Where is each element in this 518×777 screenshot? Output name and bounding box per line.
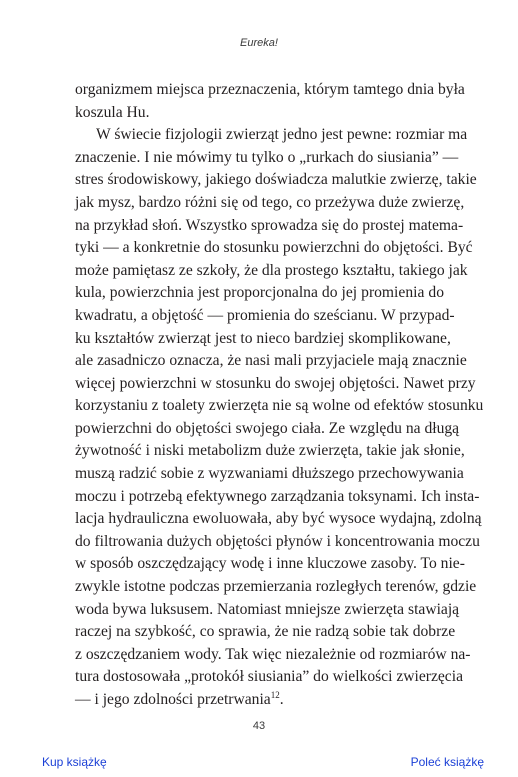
text-line: lacja hydrauliczna ewoluowała, aby być wysoce wydajną, zdolną xyxy=(75,510,482,527)
footnote-ref[interactable]: 12 xyxy=(270,690,280,700)
text-line-last: — i jego zdolności przetrwania$^{12}$. xyxy=(75,690,284,708)
text-line: tura dostosowała „protokół siusiania” do wielkości zwierzęcia xyxy=(75,668,463,685)
text-line: raczej na szybkość, co sprawia, że nie radzą sobie tak dobrze xyxy=(75,623,456,640)
text-line: moczu i potrzebą efektywnego zarządzania toksynami. Ich insta- xyxy=(75,488,480,505)
text-line: ale zasadniczo oznacza, że nasi mali przyjaciele mają znacznie xyxy=(75,352,467,369)
text-line: na przykład słoń. Wszystko sprowadza się do prostej matema- xyxy=(75,217,464,234)
text-line: do filtrowania dużych objętości płynów i koncentrowania moczu xyxy=(75,533,480,550)
text-line: koszula Hu. xyxy=(75,104,150,121)
text-line: — i jego zdolności przetrwania xyxy=(75,691,271,708)
text-line: kwadratu, a objętość — promienia do sześcianu. W przypad- xyxy=(75,307,455,324)
text-line: korzystaniu z toalety zwierzęta nie są wolne od efektów stosunku xyxy=(75,397,484,414)
buy-book-link[interactable]: Kup książkę xyxy=(42,755,107,769)
text-line: w sposób oszczędzający wodę i inne kluczowe zasoby. To nie- xyxy=(75,555,465,572)
text-line: woda bywa luksusem. Natomiast mniejsze zwierzęta stawiają xyxy=(75,601,460,618)
text-line: W świecie fizjologii zwierząt jedno jest pewne: rozmiar ma xyxy=(96,126,468,143)
text-line: zwykle istotne podczas przemierzania rozległych terenów, gdzie xyxy=(75,578,477,595)
text-line: tyki — a konkretnie do stosunku powierzchni do objętości. Być xyxy=(75,239,473,256)
text-line: jak mysz, bardzo różni się od tego, co przeżywa duże zwierzę, xyxy=(75,194,465,211)
text-line: kula, powierzchnia jest proporcjonalna do jej promienia do xyxy=(75,284,444,301)
text-line: żywotność i niski metabolizm duże zwierzęta, takie jak słonie, xyxy=(75,442,465,459)
text-line: ku kształtów zwierząt jest to nieco bardziej skomplikowane, xyxy=(75,330,451,347)
running-head: Eureka! xyxy=(240,37,278,49)
text-line: powierzchni do objętości swojego ciała. Ze względu na długą xyxy=(75,420,460,437)
text-line: znaczenie. I nie mówimy tu tylko o „rurkach do siusiania” — xyxy=(75,149,459,166)
recommend-book-link[interactable]: Poleć książkę xyxy=(410,755,484,769)
text-line: z oszczędzaniem wody. Tak więc niezależnie od rozmiarów na- xyxy=(75,646,471,663)
text-line: stres środowiskowy, jakiego doświadcza malutkie zwierzę, takie xyxy=(75,171,477,188)
text-line: może pamiętasz ze szkoły, że dla prostego kształtu, takiego jak xyxy=(75,262,468,279)
page-number: 43 xyxy=(252,720,266,732)
text-line: muszą radzić sobie z wyzwaniami dłuższego przechowywania xyxy=(75,465,464,482)
text-line: organizmem miejsca przeznaczenia, którym tamtego dnia była xyxy=(75,81,465,98)
text-line: więcej powierzchni w stosunku do swojej objętości. Nawet przy xyxy=(75,375,476,392)
